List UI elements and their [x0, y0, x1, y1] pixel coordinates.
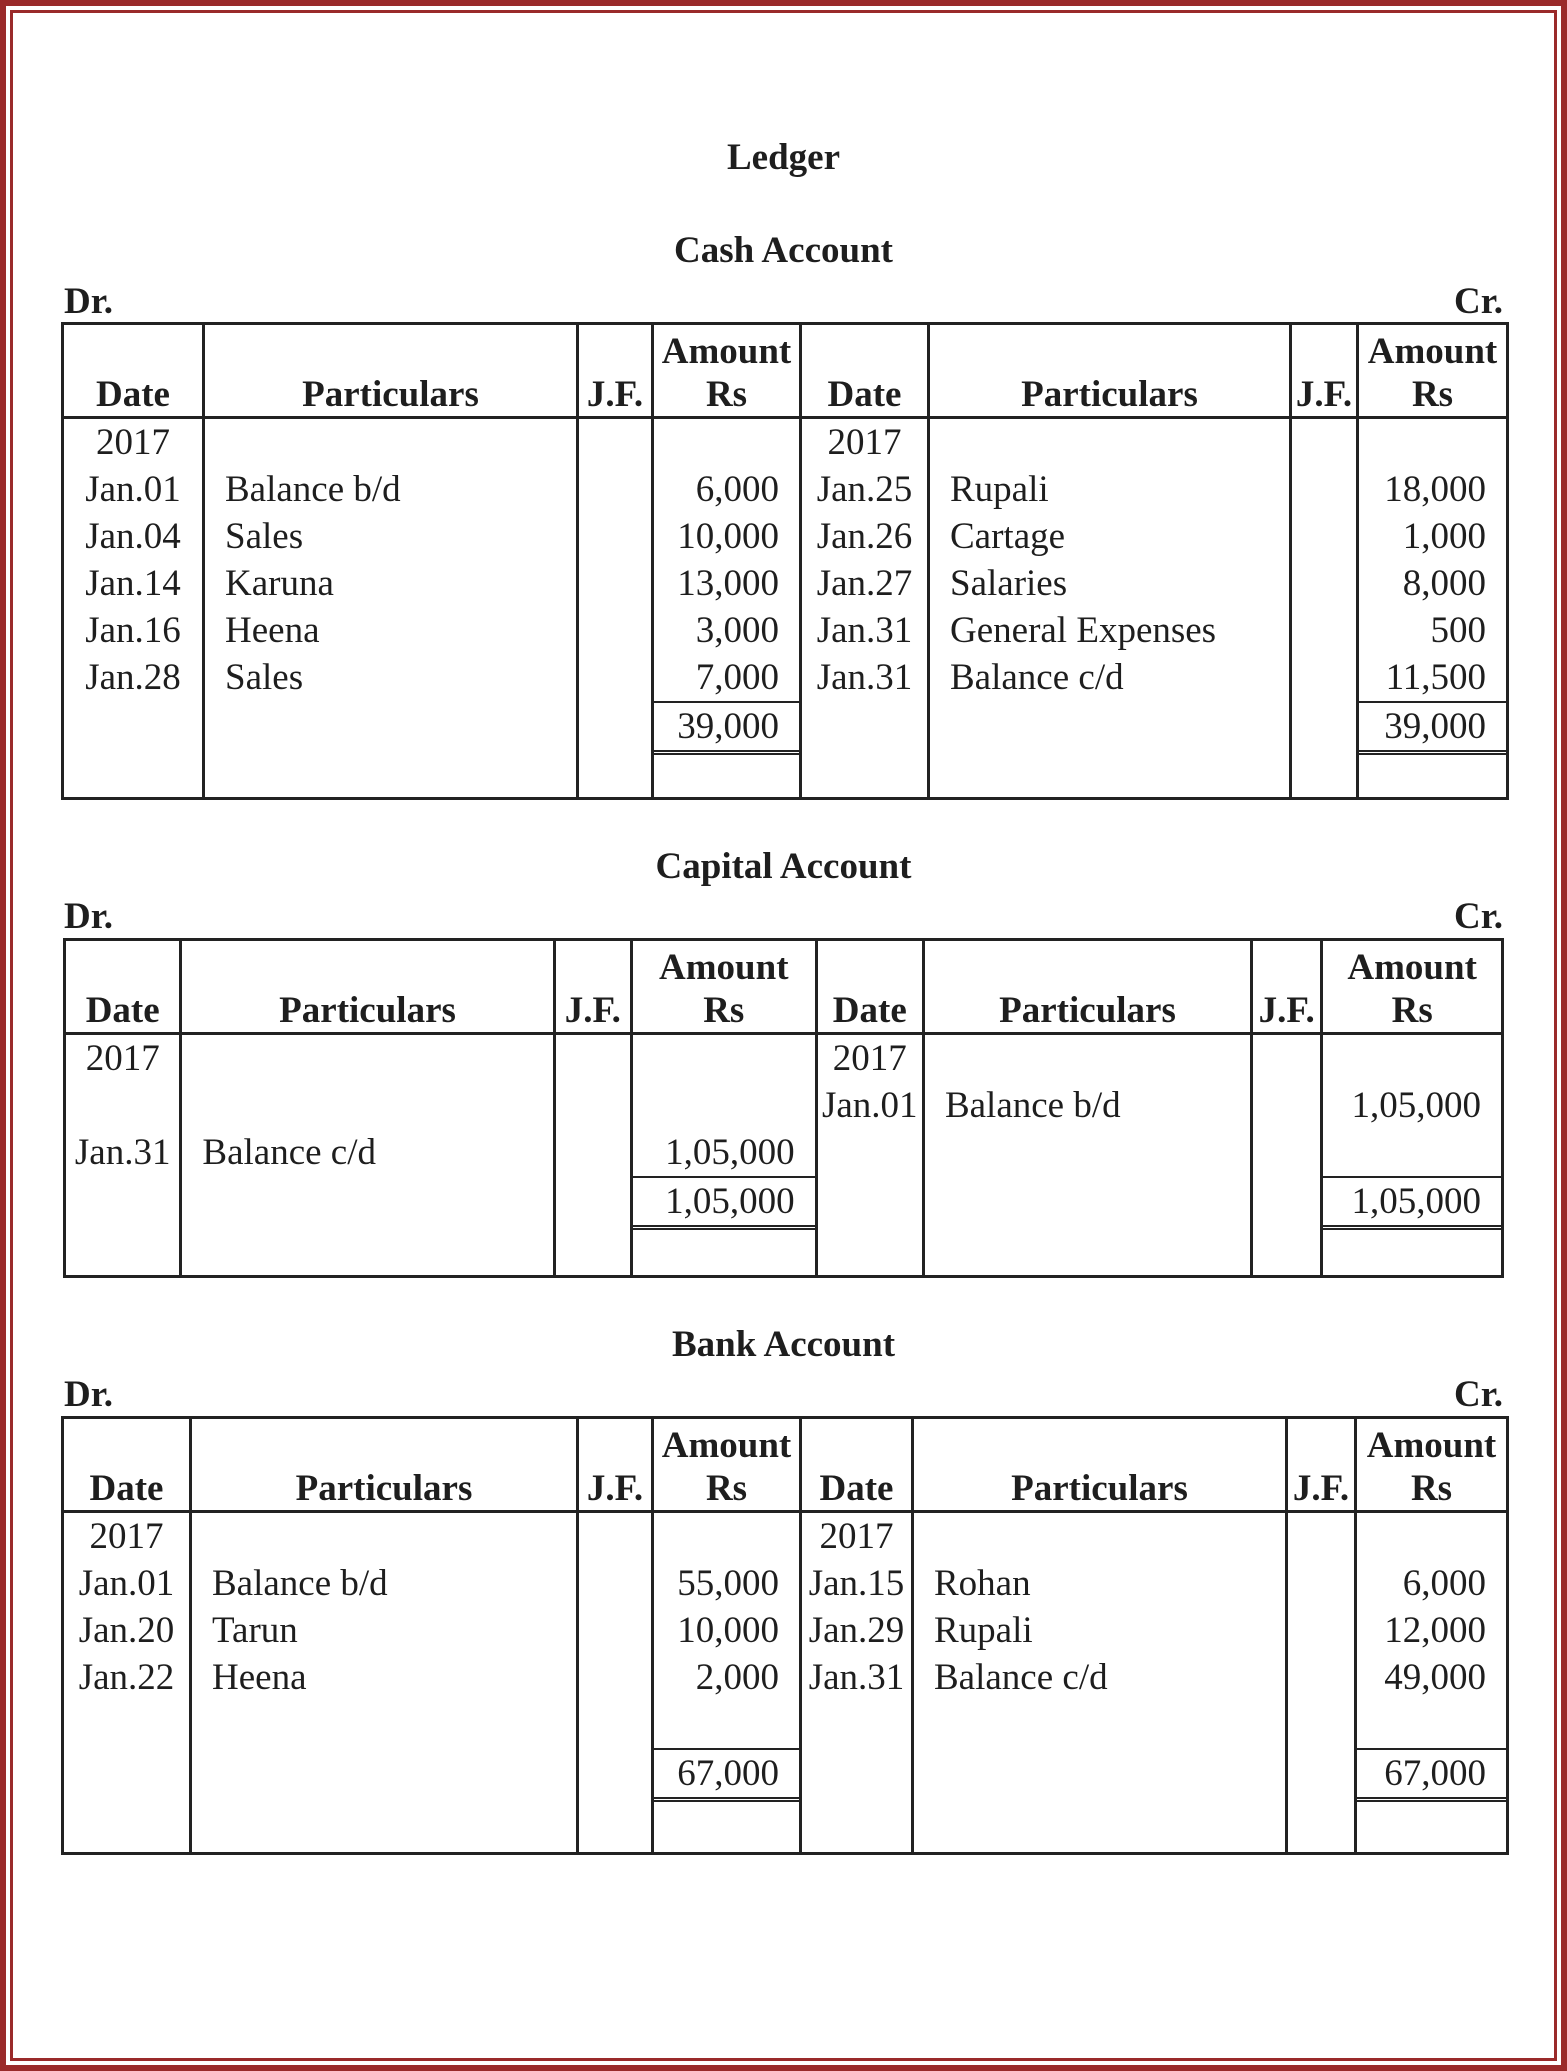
bank-dr-total: 67,000 — [654, 1748, 799, 1802]
table-row: Jan.14 — [85, 563, 181, 604]
table-row: Jan.31 — [74, 1132, 171, 1173]
cash-cr-label: Cr. — [1454, 281, 1503, 322]
bank-dr-date-header: Date — [63, 1418, 191, 1512]
table-row: Balance c/d — [950, 657, 1124, 698]
table-row: 8,000 — [1402, 563, 1486, 604]
table-row: Balance b/d — [944, 1085, 1121, 1126]
table-row: 13,000 — [677, 563, 779, 604]
bank-account-title: Bank Account — [671, 1324, 896, 1365]
table-row: Rohan — [934, 1563, 1031, 1604]
cash-cr-amount-header: Amount Rs — [1358, 324, 1508, 418]
bank-cr-date-header: Date — [801, 1418, 913, 1512]
capital-cr-year: 2017 — [832, 1038, 907, 1079]
cash-account-table — [61, 322, 1509, 800]
table-row: Jan.31 — [816, 657, 913, 698]
cash-cr-year: 2017 — [827, 422, 902, 463]
bank-dr-label: Dr. — [64, 1374, 113, 1415]
cash-dr-date-header: Date — [63, 324, 204, 418]
bank-cr-total: 67,000 — [1357, 1748, 1506, 1802]
table-row: Jan.28 — [85, 657, 181, 698]
table-row: 2,000 — [695, 1657, 779, 1698]
cash-dr-particulars-column — [204, 418, 578, 799]
table-row: Sales — [225, 657, 304, 698]
capital-cr-particulars-header: Particulars — [923, 940, 1251, 1034]
table-row: Jan.26 — [816, 516, 913, 557]
table-row: Jan.22 — [78, 1657, 175, 1698]
cash-dr-particulars-header: Particulars — [204, 324, 578, 418]
cash-dr-total: 39,000 — [654, 701, 799, 755]
table-row: Jan.31 — [808, 1657, 905, 1698]
table-row: 11,500 — [1385, 657, 1486, 698]
bank-account-table — [61, 1416, 1509, 1855]
table-row: 6,000 — [1402, 1563, 1486, 1604]
table-row: Balance b/d — [212, 1563, 388, 1604]
cash-cr-particulars-column — [929, 418, 1291, 799]
bank-cr-amount-header: Amount Rs — [1356, 1418, 1508, 1512]
cash-dr-jf-column — [578, 418, 653, 799]
capital-account-table — [63, 938, 1504, 1278]
capital-cr-date-header: Date — [816, 940, 923, 1034]
capital-account-title: Capital Account — [655, 846, 912, 887]
table-row: Tarun — [212, 1610, 298, 1651]
cash-cr-date-header: Date — [801, 324, 929, 418]
capital-dr-particulars-column — [181, 1034, 554, 1277]
cash-cr-amount-column — [1358, 418, 1508, 799]
bank-cr-particulars-column — [913, 1512, 1287, 1854]
bank-cr-amount-column — [1356, 1512, 1508, 1854]
table-row: Balance c/d — [934, 1657, 1108, 1698]
cash-cr-jf-header: J.F. — [1291, 324, 1358, 418]
cash-dr-label: Dr. — [64, 281, 113, 322]
bank-dr-particulars-header: Particulars — [191, 1418, 578, 1512]
table-row: Salaries — [950, 563, 1068, 604]
cash-dr-year: 2017 — [96, 422, 170, 463]
table-row: 18,000 — [1384, 469, 1486, 510]
table-row: Karuna — [225, 563, 334, 604]
table-row: Jan.20 — [78, 1610, 175, 1651]
table-row: Jan.04 — [85, 516, 181, 557]
bank-cr-year: 2017 — [819, 1516, 894, 1557]
capital-dr-date-header: Date — [65, 940, 181, 1034]
capital-cr-label: Cr. — [1454, 896, 1503, 937]
table-row: Heena — [225, 610, 320, 651]
table-row: 49,000 — [1384, 1657, 1486, 1698]
cash-dr-amount-column — [653, 418, 801, 799]
capital-dr-label: Dr. — [64, 896, 113, 937]
table-row: Jan.25 — [816, 469, 913, 510]
table-row: Heena — [212, 1657, 307, 1698]
ledger-title: Ledger — [726, 137, 841, 178]
cash-dr-amount-header: Amount Rs — [653, 324, 801, 418]
capital-cr-jf-column — [1252, 1034, 1322, 1277]
cash-dr-jf-header: J.F. — [578, 324, 653, 418]
table-row: Jan.01 — [821, 1085, 918, 1126]
capital-cr-total: 1,05,000 — [1323, 1176, 1501, 1230]
capital-cr-date-column — [816, 1034, 923, 1277]
capital-dr-total: 1,05,000 — [633, 1176, 815, 1230]
table-row: Jan.01 — [85, 469, 181, 510]
table-row: General Expenses — [950, 610, 1217, 651]
capital-dr-amount-column — [631, 1034, 816, 1277]
capital-cr-amount-header: Amount Rs — [1322, 940, 1503, 1034]
capital-dr-jf-column — [554, 1034, 631, 1277]
cash-cr-total: 39,000 — [1359, 701, 1506, 755]
table-row: 55,000 — [677, 1563, 779, 1604]
bank-dr-date-column — [63, 1512, 191, 1854]
table-row: Balance c/d — [202, 1132, 376, 1173]
bank-dr-amount-column — [653, 1512, 801, 1854]
capital-dr-amount-header: Amount Rs — [631, 940, 816, 1034]
table-row: Rupali — [934, 1610, 1033, 1651]
table-row: Cartage — [950, 516, 1066, 557]
bank-dr-particulars-column — [191, 1512, 578, 1854]
capital-dr-jf-header: J.F. — [554, 940, 631, 1034]
bank-dr-year: 2017 — [89, 1516, 164, 1557]
table-row: 6,000 — [695, 469, 779, 510]
cash-dr-date-column — [63, 418, 204, 799]
table-row: 1,05,000 — [1351, 1085, 1481, 1126]
table-row: 1,05,000 — [665, 1132, 795, 1173]
capital-cr-jf-header: J.F. — [1252, 940, 1322, 1034]
table-row: 1,000 — [1402, 516, 1486, 557]
table-row: 12,000 — [1384, 1610, 1486, 1651]
bank-cr-jf-column — [1287, 1512, 1356, 1854]
bank-cr-date-column — [801, 1512, 913, 1854]
table-row: Jan.29 — [808, 1610, 905, 1651]
capital-dr-date-column — [65, 1034, 181, 1277]
capital-cr-particulars-column — [923, 1034, 1251, 1277]
table-row: 7,000 — [695, 657, 779, 698]
table-row: Jan.01 — [78, 1563, 175, 1604]
capital-dr-year: 2017 — [85, 1038, 160, 1079]
capital-dr-particulars-header: Particulars — [181, 940, 554, 1034]
capital-cr-amount-column — [1322, 1034, 1503, 1277]
bank-dr-amount-header: Amount Rs — [653, 1418, 801, 1512]
table-row: Jan.27 — [816, 563, 913, 604]
bank-cr-jf-header: J.F. — [1287, 1418, 1356, 1512]
table-row: 3,000 — [695, 610, 779, 651]
table-row: Balance b/d — [225, 469, 401, 510]
table-row: 500 — [1430, 610, 1486, 651]
cash-account-title: Cash Account — [674, 230, 893, 271]
bank-cr-label: Cr. — [1454, 1374, 1503, 1415]
table-row: Sales — [225, 516, 304, 557]
cash-cr-date-column — [801, 418, 929, 799]
cash-cr-jf-column — [1291, 418, 1358, 799]
table-row: Rupali — [950, 469, 1049, 510]
table-row: Jan.31 — [816, 610, 913, 651]
bank-cr-particulars-header: Particulars — [913, 1418, 1287, 1512]
bank-dr-jf-column — [578, 1512, 653, 1854]
table-row: 10,000 — [677, 1610, 779, 1651]
bank-dr-jf-header: J.F. — [578, 1418, 653, 1512]
table-row: Jan.16 — [85, 610, 181, 651]
table-row: 10,000 — [677, 516, 779, 557]
table-row: Jan.15 — [808, 1563, 905, 1604]
cash-cr-particulars-header: Particulars — [929, 324, 1291, 418]
